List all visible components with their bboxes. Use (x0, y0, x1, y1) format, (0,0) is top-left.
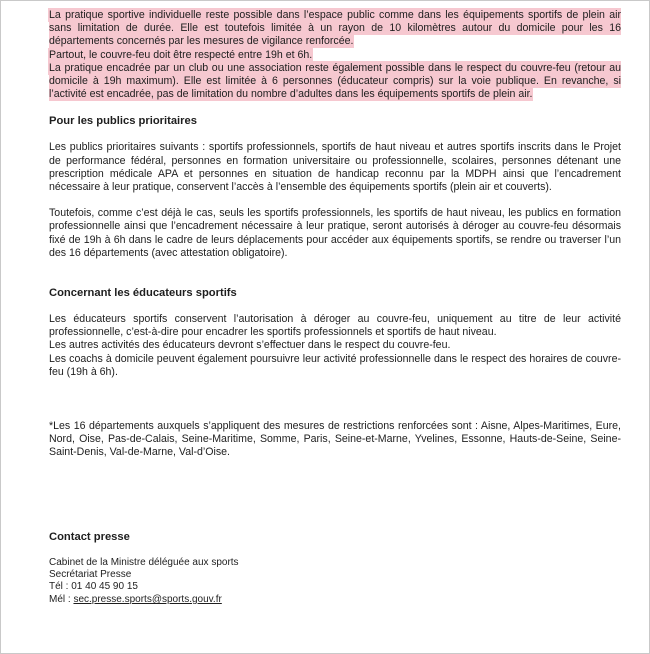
highlighted-block (49, 9, 621, 101)
contact-block (49, 557, 621, 607)
contact-heading: Contact presse (49, 530, 130, 543)
document-content (49, 9, 621, 606)
contact-line-cabinet: Cabinet de la Ministre déléguée aux sports (49, 556, 239, 568)
contact-line-secretariat: Secrétariat Presse (49, 569, 132, 581)
highlighted-paragraph-3: La pratique encadrée par un club ou une association reste également possible dans le respect du couvre-feu (retour au domicile à 19h maximum). Elle est limitée à 6 personnes (éducateur compris) sur la voie publique. En revanche, si l’activité est encadrée, pas de limitation du nombre d’adultes dans les équipements sportifs de plein air. (49, 61, 621, 101)
section-heading-publics: Pour les publics prioritaires (49, 115, 197, 128)
highlighted-paragraph-1: La pratique sportive individuelle reste possible dans l’espace public comme dans les équipements sportifs de plein air sans limitation de durée. Elle est toutefois limitée à un rayon de 10 kilomètres autour du domicile pour les 16 départements concernés par les mesures de vigilance renforcée. (49, 9, 621, 48)
highlighted-paragraph-2: Partout, le couvre-feu doit être respecté entre 19h et 6h. (49, 48, 313, 61)
footnote: *Les 16 départements auxquels s’appliquent des mesures de restrictions renforcées sont : Aisne, Alpes-Maritimes, Eure, Nord, Oise, Pas-de-Calais, Seine-Maritime, Somme, Paris, Seine-et-Marne, Yvelines, Essonne, Hauts-de-Seine, Seine-Saint-Denis, Val-de-Marne, Val-d’Oise. (49, 420, 621, 459)
contact-email-link[interactable]: sec.presse.sports@sports.gouv.fr (73, 593, 222, 605)
educateurs-paragraph-1: Les éducateurs sportifs conservent l’autorisation à déroger au couvre-feu, uniquement au titre de leur activité professionnelle, c’est-à-dire pour encadrer les sportifs professionnels et sportifs de haut niveau. (49, 313, 621, 339)
contact-phone: Tél : 01 40 45 90 15 (49, 581, 138, 593)
contact-email-label: Mél : (49, 593, 74, 605)
section-heading-educateurs: Concernant les éducateurs sportifs (49, 287, 237, 300)
contact-email-line (49, 594, 621, 606)
educateurs-paragraph-2: Les autres activités des éducateurs devront s’effectuer dans le respect du couvre-feu. (49, 339, 451, 352)
publics-paragraph-2: Toutefois, comme c’est déjà le cas, seuls les sportifs professionnels, les sportifs de haut niveau, les publics en formation professionnelle ainsi que l’encadrement nécessaire à leur pratique, seront autorisés à déroger au couvre-feu désormais fixé de 19h à 6h dans le cadre de leurs déplacements pour accéder aux équipements sportifs, se rendre ou traverser l’un des 16 départements (avec attestation obligatoire). (49, 207, 621, 259)
educateurs-paragraph-3: Les coachs à domicile peuvent également poursuivre leur activité professionnelle dans le respect des horaires de couvre-feu (19h à 6h). (49, 352, 621, 378)
publics-paragraph-1: Les publics prioritaires suivants : sportifs professionnels, sportifs de haut niveau et autres sportifs inscrits dans le Projet de performance fédéral, personnes en formation universitaire ou professionnelle, scolaires, personnes détenant une prescription médicale APA et personnes en situation de handicap reconnu par la MDPH ainsi que l’encadrement nécessaire à leur pratique, conservent l’accès à l’ensemble des équipements sportifs (plein air et couverts). (49, 141, 621, 194)
